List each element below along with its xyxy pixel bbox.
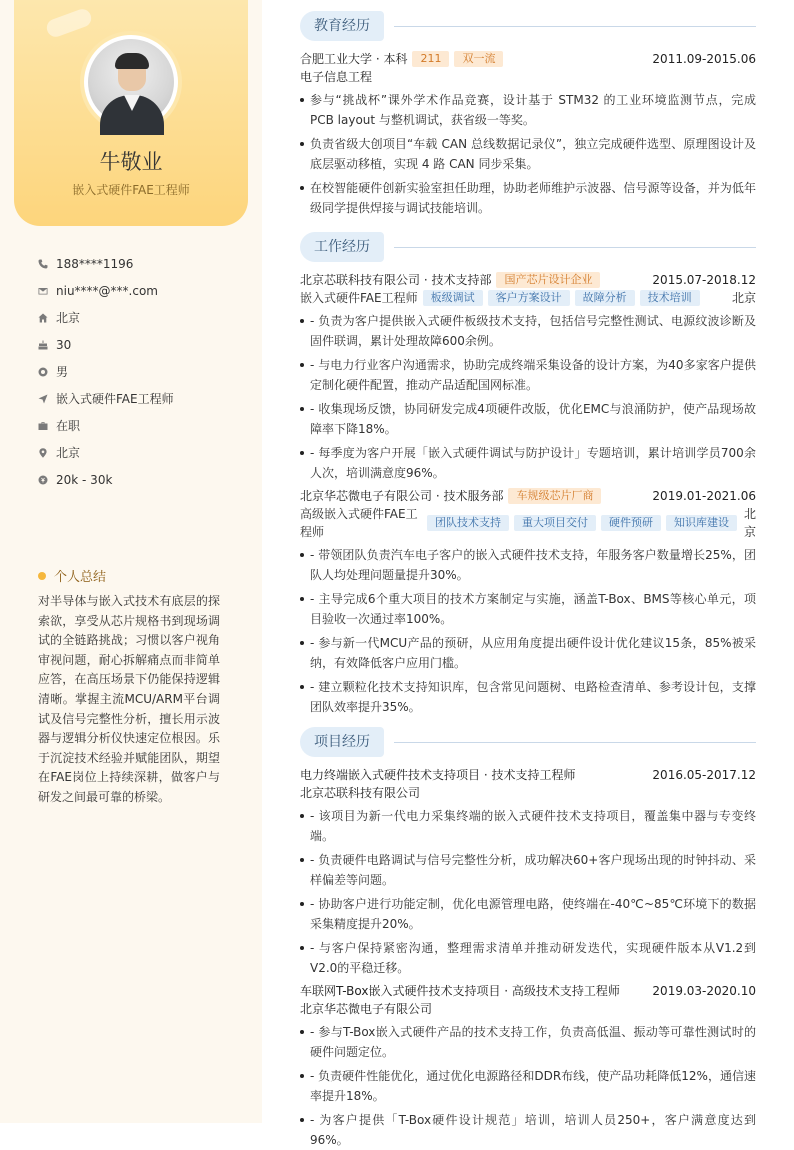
project-name: 车联网T-Box嵌入式硬件技术支持项目 · 高级技术支持工程师 [300, 984, 620, 998]
info-email [38, 277, 174, 304]
job-date: 2019.01-2021.06 [652, 489, 756, 503]
education-title: 教育经历 [300, 11, 384, 41]
job-city [744, 505, 756, 541]
job-date: 2015.07-2018.12 [652, 273, 756, 287]
education-row [300, 50, 756, 68]
work-heading [300, 232, 756, 262]
gender-icon [38, 367, 48, 377]
education-tag: 211 [412, 51, 449, 67]
education-heading [300, 11, 756, 41]
list-item: 参与“挑战杯”课外学术作品竞赛，设计基于 STM32 的工业环境监测节点，完成 PCB layout 与整机调试，获省级一等奖。 [300, 90, 756, 130]
project-name: 电力终端嵌入式硬件技术支持项目 · 技术支持工程师 [300, 768, 576, 782]
info-salary [38, 466, 174, 493]
job-company: 北京华芯微电子有限公司 · 技术服务部 [300, 489, 504, 503]
job-position [300, 505, 422, 541]
skill-tag: 客户方案设计 [488, 290, 570, 306]
summary-text: 对半导体与嵌入式技术有底层的探索欲，享受从芯片规格书到现场调试的全链路挑战；习惯以客户视角审视问题，耐心拆解痛点而非简单应答，在高压场景下仍能保持逻辑清晰。掌握主流MCU/ARM平台调试及信号完整性分析，擅长用示波器与逻辑分析仪快速定位根因。乐于沉淀技术经验并赋能团队，期望在FAE岗位上持续深耕，做客户与研发之间最可靠的桥梁。 [38, 594, 220, 804]
list-item: - 该项目为新一代电力采集终端的嵌入式硬件技术支持项目，覆盖集中器与专变终端。 [300, 806, 756, 846]
education-date: 2011.09-2015.06 [652, 52, 756, 66]
home-icon [38, 313, 48, 323]
skill-tag: 团队技术支持 [427, 515, 509, 531]
info-salary-value: 20k - 30k [56, 472, 113, 487]
job-header [300, 487, 756, 505]
info-email-value: niu****@***.com [56, 283, 158, 298]
projects-title: 项目经历 [300, 727, 384, 757]
send-icon [38, 394, 48, 404]
section-divider [394, 742, 756, 743]
projects-section [300, 727, 756, 1150]
company-tag: 车规级芯片厂商 [508, 488, 601, 504]
summary-heading [38, 566, 106, 585]
info-status [38, 412, 174, 439]
info-phone [38, 250, 174, 277]
work-section [300, 232, 756, 717]
info-gender [38, 358, 174, 385]
info-age [38, 331, 174, 358]
briefcase-icon [38, 421, 48, 431]
project-bullets [300, 1022, 756, 1150]
sidebar [0, 0, 262, 1123]
job-header [300, 271, 756, 289]
avatar [88, 39, 174, 125]
salary-icon [38, 475, 48, 485]
project-entry [300, 766, 756, 978]
job-position: 嵌入式硬件FAE工程师 [300, 291, 418, 305]
list-item: 在校智能硬件创新实验室担任助理，协助老师维护示波器、信号源等设备，并为低年级同学提供焊接与调试技能培训。 [300, 178, 756, 218]
summary-title: 个人总结 [54, 570, 107, 585]
summary-dot-icon [38, 572, 46, 580]
list-item: - 负责硬件电路调试与信号完整性分析，成功解决60+客户现场出现的时钟抖动、采样偏差等问题。 [300, 850, 756, 890]
list-item: - 主导完成6个重大项目的技术方案制定与实施，涵盖T-Box、BMS等核心单元，项目验收一次通过率100%。 [300, 589, 756, 629]
education-school: 合肥工业大学 · 本科 [300, 52, 408, 66]
projects-heading [300, 727, 756, 757]
list-item: - 参与新一代MCU产品的预研，从应用角度提出硬件设计优化建议15条，85%被采纳，有效降低客户应用门槛。 [300, 633, 756, 673]
list-item: - 参与T-Box嵌入式硬件产品的技术支持工作，负责高低温、振动等可靠性测试时的硬件问题定位。 [300, 1022, 756, 1062]
mail-icon [38, 286, 48, 296]
project-company: 北京芯联科技有限公司 [300, 786, 421, 800]
info-target-role-value: 嵌入式硬件FAE工程师 [56, 392, 174, 406]
list-item: - 带领团队负责汽车电子客户的嵌入式硬件技术支持，年服务客户数量增长25%，团队人均处理问题量提升30%。 [300, 545, 756, 585]
section-divider [394, 247, 756, 248]
work-title: 工作经历 [300, 232, 384, 262]
list-item: - 负责硬件性能优化，通过优化电源路径和DDR布线，使产品功耗降低12%，通信速率提升18%。 [300, 1066, 756, 1106]
info-status-value: 在职 [56, 419, 81, 433]
education-major: 电子信息工程 [300, 70, 373, 84]
info-phone-value: 188****1196 [56, 256, 134, 271]
project-date: 2019.03-2020.10 [652, 984, 756, 998]
info-city-value: 北京 [56, 311, 81, 325]
job-company: 北京芯联科技有限公司 · 技术支持部 [300, 273, 492, 287]
project-entry [300, 982, 756, 1150]
list-item: - 与客户保持紧密沟通，整理需求清单并推动研发迭代，实现硬件版本从V1.2到V2.0的平稳迁移。 [300, 938, 756, 978]
list-item: 负责省级大创项目“车载 CAN 总线数据记录仪”，独立完成硬件选型、原理图设计及底层驱动移植，实现 4 路 CAN 同步采集。 [300, 134, 756, 174]
project-date: 2016.05-2017.12 [652, 768, 756, 782]
job-entry [300, 271, 756, 483]
avatar-ring [84, 35, 178, 129]
info-location [38, 439, 174, 466]
company-tag: 国产芯片设计企业 [496, 272, 600, 288]
list-item: - 收集现场反馈，协同研发完成4项硬件改版，优化EMC与浪涌防护，使产品现场故障率下降18%。 [300, 399, 756, 439]
project-header [300, 982, 756, 1000]
job-city-line: 京 [743, 525, 756, 539]
job-position-line: 高级嵌入式硬件FAE工 [300, 507, 418, 521]
job-position-line: 程师 [300, 525, 325, 539]
job-position-row [300, 505, 756, 541]
skill-tag: 重大项目交付 [514, 515, 596, 531]
info-location-value: 北京 [56, 446, 81, 460]
contact-info-list [38, 250, 174, 493]
cake-icon [38, 340, 48, 350]
location-icon [38, 448, 48, 458]
profile-role: 嵌入式硬件FAE工程师 [72, 183, 190, 197]
section-divider [394, 26, 756, 27]
skill-tag: 技术培训 [640, 290, 700, 306]
list-item: - 为客户提供「T-Box硬件设计规范」培训，培训人员250+，客户满意度达到96%。 [300, 1110, 756, 1150]
education-section [300, 11, 756, 218]
education-tag: 双一流 [454, 51, 503, 67]
project-bullets [300, 806, 756, 978]
education-bullets [300, 90, 756, 218]
job-bullets [300, 311, 756, 483]
skill-tag: 知识库建设 [666, 515, 737, 531]
job-bullets [300, 545, 756, 717]
info-gender-value: 男 [56, 365, 69, 379]
project-company: 北京华芯微电子有限公司 [300, 1002, 433, 1016]
list-item: - 与电力行业客户沟通需求，协助完成终端采集设备的设计方案，为40多家客户提供定制化硬件配置，推动产品适配国网标准。 [300, 355, 756, 395]
job-city: 北京 [731, 291, 756, 305]
job-city-line: 北 [743, 507, 756, 521]
job-position-row [300, 289, 756, 307]
skill-tag: 故障分析 [575, 290, 635, 306]
phone-icon [38, 259, 48, 269]
skill-tag: 硬件预研 [601, 515, 661, 531]
decorative-pill [44, 7, 93, 40]
info-target-role [38, 385, 174, 412]
list-item: - 负责为客户提供嵌入式硬件板级技术支持，包括信号完整性测试、电源纹波诊断及固件联调，累计处理故障600余例。 [300, 311, 756, 351]
profile-name: 牛敬业 [99, 150, 163, 174]
list-item: - 建立颗粒化技术支持知识库，包含常见问题树、电路检查清单、参考设计包，支撑团队效率提升35%。 [300, 677, 756, 717]
list-item: - 每季度为客户开展「嵌入式硬件调试与防护设计」专题培训，累计培训学员700余人次，培训满意度96%。 [300, 443, 756, 483]
info-age-value: 30 [56, 337, 72, 352]
list-item: - 协助客户进行功能定制，优化电源管理电路，使终端在-40℃~85℃环境下的数据采集精度提升20%。 [300, 894, 756, 934]
skill-tag: 板级调试 [423, 290, 483, 306]
project-header [300, 766, 756, 784]
job-entry [300, 487, 756, 717]
info-city [38, 304, 174, 331]
